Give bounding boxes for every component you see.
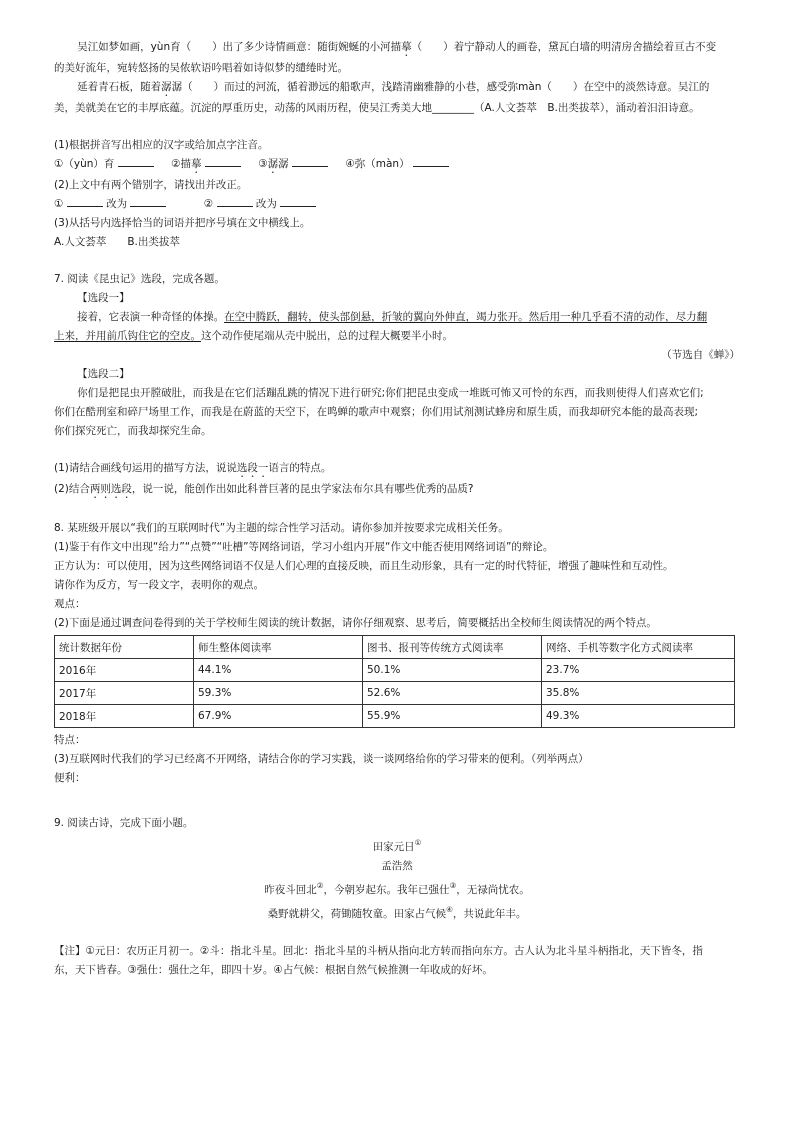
benefit-label: 便利： (54, 772, 86, 784)
poem-text: ，无禄尚忧农。 (456, 884, 530, 896)
question-6-3: (3)从括号内选择恰当的词语并把序号填在文中横线上。 (54, 217, 311, 229)
question-text: (1)请结合画线句运用的描写方法，说说 (54, 462, 237, 474)
poem-notes: 【注】①元日：农历正月初一。②斗：指北斗星。回北：指北斗星的斗柄从指向北方转而指向东方。古人认为北斗星斗柄指北，天下皆冬，指 (54, 945, 703, 957)
view-label: 观点： (54, 598, 86, 610)
item-label: 改为 (255, 198, 277, 210)
passage-paragraph (54, 38, 740, 59)
answer-blank[interactable] (217, 195, 253, 207)
answer-blank[interactable] (130, 195, 166, 207)
item-label: 改为 (106, 198, 128, 210)
item-label: ③ (258, 158, 268, 170)
passage-paragraph (54, 78, 740, 99)
footnote-marker: ④ (446, 905, 453, 914)
selection-1-label: 【选段一】 (77, 292, 130, 304)
question-7-title: 7. 阅读《昆虫记》选段，完成各题。 (54, 273, 225, 285)
question-7-2 (54, 480, 740, 501)
poem-line (54, 900, 740, 924)
question-8-1: (1)鉴于有作文中出现“给力”“点赞”“吐槽”等网络词语，学习小组内开展“作文中能否使用网络词语”的辩论。 (54, 541, 554, 553)
item-label: ①（yùn）育 (54, 158, 115, 170)
poem-notes: 东，天下皆春。③强仕：强仕之年，即四十岁。④占气候：根据自然气候推测一年收成的好坏。 (54, 964, 493, 976)
answer-blank[interactable]: ________ (432, 102, 474, 114)
item-label: ④弥（màn） (345, 158, 410, 170)
dotted-char: 潺 (267, 158, 279, 170)
dotted-char: 潺 (161, 81, 172, 93)
poem-text: ，今朝岁起东。我年已强仕 (323, 884, 450, 896)
selection-2-label: 【选段二】 (77, 368, 130, 380)
passage-paragraph: 你们是把昆虫开膛破肚，而我是在它们活蹦乱跳的情况下进行研究;你们把昆虫变成一堆既可怖又可怜的东西，而我则使得人们喜欢它们; (77, 387, 704, 399)
table-header-cell: 师生整体阅读率 (194, 636, 363, 659)
answer-blank[interactable] (280, 195, 316, 207)
question-6-3-options: A.人文荟萃 B.出类拔萃 (54, 236, 180, 248)
table-header-cell: 统计数据年份 (55, 636, 194, 659)
question-text: 语言的特点。 (268, 462, 332, 474)
answer-blank[interactable] (67, 195, 103, 207)
answer-blank[interactable] (413, 155, 449, 167)
question-text: (2)结合 (54, 483, 90, 495)
item-label: ②描 (171, 158, 192, 170)
table-header-row (55, 636, 735, 659)
poem-title (54, 833, 740, 857)
table-cell: 50.1% (363, 659, 542, 682)
passage-paragraph (54, 308, 740, 327)
table-row (55, 682, 735, 705)
question-9-title: 9. 阅读古诗，完成下面小题。 (54, 817, 194, 829)
passage-text: 这个动作使尾端从壳中脱出，总的过程大概要半小时。 (201, 330, 453, 342)
question-6-1-items (54, 155, 740, 176)
table-cell: 49.3% (542, 705, 735, 728)
table-cell: 67.9% (194, 705, 363, 728)
passage-text: 潺（ ）而过的河流，循着渺远的船歌声，浅踏清幽雅静的小巷，感受弥màn（ ）在空中的淡然诗意。吴江的 (171, 81, 710, 93)
passage-paragraph: 的美好流年，宛转悠扬的吴侬软语吟唱着如诗似梦的缱绻时光。 (54, 62, 348, 74)
footnote-marker: ① (414, 838, 422, 847)
poem-line (54, 876, 740, 900)
question-8-title: 8. 某班级开展以“我们的互联网时代”为主题的综合性学习活动。请你参加并按要求完成相关任务。 (54, 522, 509, 534)
passage-paragraph: 你们在酷刑室和碎尸场里工作，而我是在蔚蓝的天空下，在鸣蝉的歌声中观察；你们用试剂测试蜂房和原生质，而我却研究本能的最高表现; (54, 406, 699, 418)
table-cell: 59.3% (194, 682, 363, 705)
table-cell: 52.6% (363, 682, 542, 705)
passage-paragraph (54, 99, 740, 118)
passage-text: 接着，它表演一种奇怪的体操。 (77, 311, 225, 323)
underlined-sentence: 在空中腾跃，翻转，使头部倒悬，折皱的翼向外伸直，竭力张开。然后用一种几乎看不清的动作，尽力翻 (224, 311, 708, 323)
dotted-text: 选段一 (236, 462, 269, 474)
footnote-marker: ② (316, 881, 324, 890)
footnote-marker: ③ (449, 881, 457, 890)
question-8-3: (3)互联网时代我们的学习已经离不开网络，请结合你的学习实践，谈一谈网络给你的学习带来的便利。（列举两点） (54, 753, 589, 765)
document-page (54, 38, 740, 980)
table-header-cell: 网络、手机等数字化方式阅读率 (542, 636, 735, 659)
passage-text: （ ）着宁静动人的画卷，黛瓦白墙的明清房舍描绘着亘古不变 (411, 41, 717, 53)
instruction-text: 请你作为反方，写一段文字，表明你的观点。 (54, 579, 264, 591)
item-label: ② (203, 198, 214, 210)
answer-blank[interactable] (118, 155, 154, 167)
question-6-1: (1)根据拼音写出相应的汉字或给加点字注音。 (54, 139, 269, 151)
poem-text: 昨夜斗回北 (264, 884, 317, 896)
table-row (55, 705, 735, 728)
passage-text: 延着青石板，随着 (77, 81, 162, 93)
source-citation: （节选自《蝉》） (661, 349, 740, 361)
passage-paragraph (54, 327, 740, 346)
poem-text: 桑野就耕父，荷锄随牧童。田家占气候 (267, 908, 447, 920)
dotted-char: 摹 (401, 41, 412, 53)
passage-text: （A.人文荟萃 B.出类拔萃），涌动着汨汨诗意。 (474, 102, 700, 114)
question-8-2: (2)下面是通过调查问卷得到的关于学校师生阅读的统计数据，请你仔细观察、思考后，简要概括出全校师生阅读情况的两个特点。 (54, 617, 657, 629)
question-text: ，说一说，能创作出如此科普巨著的昆虫学家法布尔具有哪些优秀的品质? (131, 483, 474, 495)
feature-label: 特点： (54, 734, 86, 746)
answer-blank[interactable] (292, 155, 328, 167)
question-6-2-items (54, 195, 740, 214)
answer-blank[interactable] (205, 155, 241, 167)
poem-text: ，共说此年丰。 (452, 908, 527, 920)
table-cell: 2017年 (55, 682, 194, 705)
poem-title-text: 田家元日 (372, 841, 415, 853)
table-cell: 2018年 (55, 705, 194, 728)
table-cell: 44.1% (194, 659, 363, 682)
poem-author: 孟浩然 (381, 860, 413, 872)
underlined-sentence: 上来，并用前爪钩住它的空皮。 (54, 330, 201, 342)
table-header-cell: 图书、报刊等传统方式阅读率 (363, 636, 542, 659)
table-cell: 55.9% (363, 705, 542, 728)
item-label: ① (54, 198, 64, 210)
table-cell: 2016年 (55, 659, 194, 682)
pro-side-text: 正方认为：可以使用，因为这些网络词语不仅是人们心理的直接反映，而且生动形象，具有一定的时代特征，增强了趣味性和互动性。 (54, 560, 674, 572)
question-7-1 (54, 459, 740, 480)
question-6-2: (2)上文中有两个错别字，请找出并改正。 (54, 179, 248, 191)
reading-stats-table (54, 635, 735, 728)
table-cell: 35.8% (542, 682, 735, 705)
passage-paragraph: 你们探究死亡，而我却探究生命。 (54, 425, 212, 437)
passage-text: 吴江如梦如画，yùn育（ ）出了多少诗情画意：随街婉蜒的小河描 (77, 41, 402, 53)
item-label: 潺 (278, 158, 289, 170)
dotted-text: 两则选段 (89, 483, 132, 495)
table-cell: 23.7% (542, 659, 735, 682)
passage-text: 美，美就美在它的丰厚底蕴。沉淀的厚重历史，动荡的风雨历程，使吴江秀美大地 (54, 102, 432, 114)
table-row (55, 659, 735, 682)
dotted-char: 摹 (191, 158, 202, 170)
